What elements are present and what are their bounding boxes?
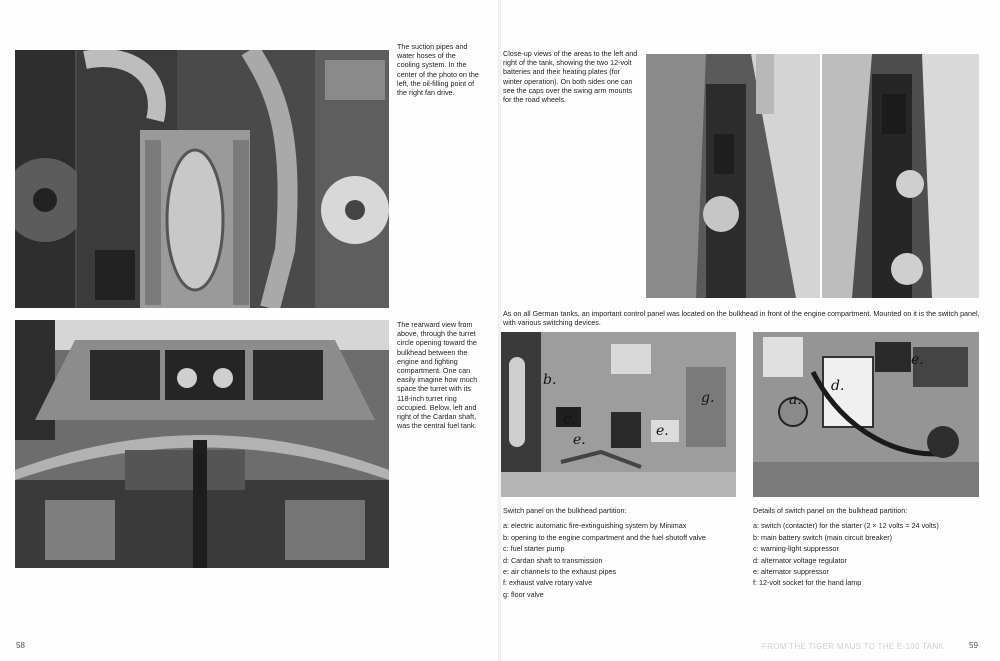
running-head: FROM THE TIGER MAUS TO THE E-100 TANK xyxy=(762,642,945,651)
legend-item: d: Cardan shaft to transmission xyxy=(503,555,603,565)
photo-battery-left xyxy=(646,54,820,298)
photo-switch-details xyxy=(753,332,979,497)
caption-text: The rearward view from above, through the turret circle opening toward the bulkhead between the engine and fighting compartment. One can easily imagine how much space the turret with its 118-inch turret ring occupied. Below, left and right of the Cardan shaft, was the central fuel tank. xyxy=(397,320,478,431)
caption-cooling-system xyxy=(397,42,479,97)
label-b: b. xyxy=(543,372,557,388)
label-c: c. xyxy=(563,412,576,428)
legend-heading: Switch panel on the bulkhead partition: xyxy=(503,506,627,515)
legend-heading: Details of switch panel on the bulkhead partition: xyxy=(753,506,908,515)
label-e: e. xyxy=(911,352,924,368)
legend-item: c: warning-light suppressor xyxy=(753,544,839,554)
legend-item: b: opening to the engine compartment and the fuel shutoff valve xyxy=(503,532,706,542)
caption-text: As on all German tanks, an important control panel was located on the bulkhead in front of the engine compartment. Mounted on it is the switch panel, with various switching devices. xyxy=(503,309,980,328)
label-e-left: e. xyxy=(573,432,586,448)
page-number-left: 58 xyxy=(16,641,25,650)
caption-batteries xyxy=(503,49,641,104)
switch-panel-legend xyxy=(503,505,743,600)
legend-item: g: floor valve xyxy=(503,589,544,599)
legend-item: c: fuel starter pump xyxy=(503,544,565,554)
label-a: a. xyxy=(789,392,802,408)
legend-item: a: switch (contacter) for the starter (2 × 12 volts = 24 volts) xyxy=(753,521,939,531)
legend-item: e: alternator suppressor xyxy=(753,567,829,577)
label-e-right: e. xyxy=(656,423,669,439)
caption-text: Close-up views of the areas to the left and right of the tank, showing the two 12-volt batteries and their heating plates (for winter operation). On both sides one can see the caps over the swing arm mounts for the road wheels. xyxy=(503,49,638,105)
photo-cooling-system xyxy=(15,50,389,308)
legend-item: b: main battery switch (main circuit breaker) xyxy=(753,532,893,542)
legend-item: e: air channels to the exhaust pipes xyxy=(503,567,617,577)
caption-text: The suction pipes and water hoses of the cooling system. In the center of the photo on the left, the oil-filling point of the right fan drive. xyxy=(397,42,479,98)
caption-rearward-view xyxy=(397,320,483,430)
photo-switch-panel xyxy=(501,332,736,497)
photo-rearward-view xyxy=(15,320,389,568)
legend-item: d: alternator voltage regulator xyxy=(753,555,847,565)
photo-battery-right xyxy=(822,54,979,298)
caption-control-panel xyxy=(503,309,981,327)
label-d: d. xyxy=(831,378,845,394)
page-number-right: 59 xyxy=(969,641,978,650)
legend-item: a: electric automatic fire-extinguishing system by Minimax xyxy=(503,521,687,531)
legend-item: f: exhaust valve rotary valve xyxy=(503,578,593,588)
switch-details-legend xyxy=(753,505,988,589)
label-g: g. xyxy=(701,390,715,406)
legend-item: f: 12-volt socket for the hand lamp xyxy=(753,578,862,588)
